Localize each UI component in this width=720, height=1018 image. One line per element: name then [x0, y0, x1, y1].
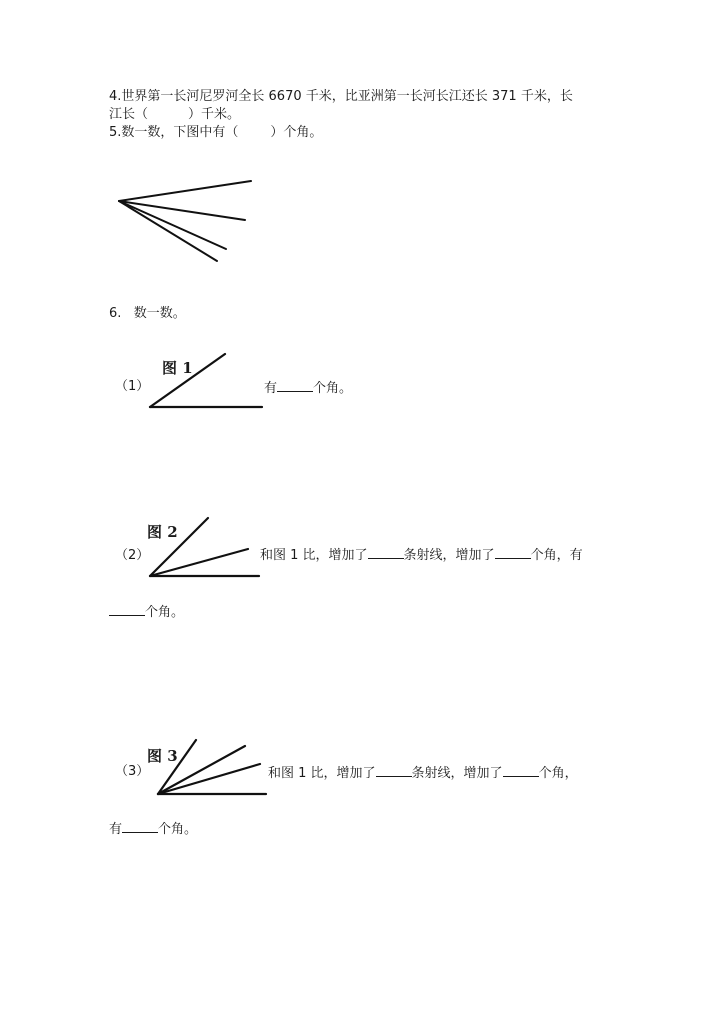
- q6-p2-pre: 和图 1 比，增加了: [260, 548, 368, 563]
- q6-p3-blank-rays[interactable]: [376, 764, 412, 777]
- q6-p3-blank-angles-total[interactable]: [122, 820, 158, 833]
- q6-p2-line1: [260, 546, 583, 564]
- q5-pre: 5.数一数，下图中有（: [109, 125, 239, 140]
- q6-p3-line2-pre: 有: [109, 822, 123, 837]
- q6-p3-mid2: 个角，: [538, 766, 578, 781]
- q6-p2-blank-angles-total[interactable]: [109, 603, 145, 616]
- q6-p2-line2-post: 个角。: [145, 605, 185, 620]
- q6-p2-num: （2）: [115, 548, 150, 563]
- q6-p1-blank[interactable]: [277, 379, 313, 392]
- q6-p2-mid2: 个角，有: [530, 548, 583, 563]
- q6-p2-blank-rays[interactable]: [368, 546, 404, 559]
- q4-line1: 4.世界第一长河尼罗河全长 6670 千米，比亚洲第一长河长江还长 371 千米，长: [109, 89, 573, 104]
- q6-p3-line2: [109, 820, 197, 838]
- fig1: [0, 340, 720, 420]
- q6-p3-blank-angles-added[interactable]: [503, 764, 539, 777]
- q4-line2-post: ）千米。: [188, 107, 241, 122]
- fig3-ray-3: [158, 746, 245, 794]
- q6-p3-line1: [268, 764, 578, 782]
- q5-ray-1: [119, 181, 251, 201]
- fig1-ray-2: [150, 354, 225, 407]
- q6-p3-line2-post: 个角。: [158, 822, 198, 837]
- q6-p3-mid1: 条射线，增加了: [411, 766, 503, 781]
- q4-line2-pre: 江长（: [109, 107, 149, 122]
- q6-p2-blank-angles-added[interactable]: [495, 546, 531, 559]
- q5-post: ）个角。: [270, 125, 323, 140]
- fig3-ray-4: [158, 740, 196, 794]
- q6-p1-pre: 有: [264, 381, 278, 396]
- q6-p2-line2: [109, 603, 184, 621]
- q6-title: 6. 数一数。: [109, 306, 186, 321]
- q6-p2-mid1: 条射线，增加了: [403, 548, 495, 563]
- fig2-label: 图 2: [147, 523, 178, 541]
- q5-ray-4: [119, 201, 217, 261]
- q6-p3-num: （3）: [115, 764, 150, 779]
- fig3-ray-2: [158, 764, 260, 794]
- q6-p3-pre: 和图 1 比，增加了: [268, 766, 376, 781]
- q6-p1-text: [264, 379, 352, 397]
- q6-p1-num: （1）: [115, 379, 150, 394]
- fig1-label: 图 1: [162, 359, 193, 377]
- q5-rays-figure: [0, 0, 720, 300]
- q6-p1-post: 个角。: [313, 381, 353, 396]
- fig3-label: 图 3: [147, 747, 178, 765]
